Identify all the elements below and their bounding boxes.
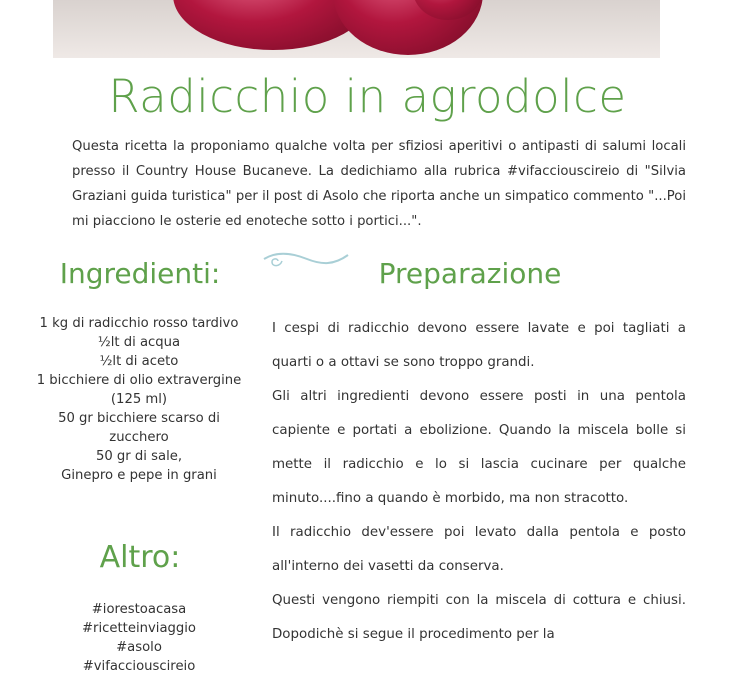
list-item: ½lt di acqua xyxy=(97,335,181,350)
preparation-paragraph: Il radicchio dev'essere poi levato dalla pentola e posto all'interno dei vasetti da conserva. xyxy=(272,525,686,574)
hero-photo xyxy=(53,0,660,58)
swirl-ornament-icon xyxy=(262,249,352,271)
hashtag: #iorestoacasa xyxy=(91,602,187,617)
preparation-paragraph: Gli altri ingredienti devono essere posti in una pentola capiente e portati a ebolizione. Quando la miscela bolle si mette il radicchio e lo si lascia cucinare per qualche minuto....fino a quando è morbido, ma non stracotto. xyxy=(272,389,686,506)
page-title: Radicchio in agrodolce xyxy=(108,70,627,123)
hashtag: #asolo xyxy=(116,640,162,655)
preparation-paragraph: I cespi di radicchio devono essere lavate e poi tagliati a quarti o a ottavi se sono troppo grandi. xyxy=(272,321,686,370)
hashtag-list xyxy=(28,600,250,676)
list-item: Ginepro e pepe in grani xyxy=(61,468,217,483)
list-item: 1 kg di radicchio rosso tardivo xyxy=(39,316,239,331)
preparation-paragraph: Questi vengono riempiti con la miscela di cottura e chiusi. Dopodichè si segue il procedimento per la xyxy=(272,593,686,642)
list-item: ½lt di aceto xyxy=(99,354,179,369)
altro-heading: Altro: xyxy=(99,540,181,575)
preparation-heading: Preparazione xyxy=(378,257,562,290)
list-item: 50 gr di sale, xyxy=(95,449,183,464)
intro-paragraph: Questa ricetta la proponiamo qualche volta per sfiziosi aperitivi o antipasti di salumi locali presso il Country House Bucaneve. La dedichiamo alla rubrica #vifacciouscireio di "Silvia Graziani guida turistica" per il post di Asolo che riporta anche un simpatico commento "...Poi mi piacciono le osterie ed enoteche sotto i portici...". xyxy=(72,139,686,229)
list-item: 50 gr bicchiere scarso di zucchero xyxy=(58,411,220,445)
ingredients-heading: Ingredienti: xyxy=(59,257,221,290)
hashtag: #ricetteinviaggio xyxy=(82,621,196,636)
hashtag: #vifacciouscireio xyxy=(82,659,196,674)
preparation-text xyxy=(272,312,686,652)
list-item: 1 bicchiere di olio extravergine (125 ml) xyxy=(36,373,242,407)
ingredients-list xyxy=(28,314,250,485)
